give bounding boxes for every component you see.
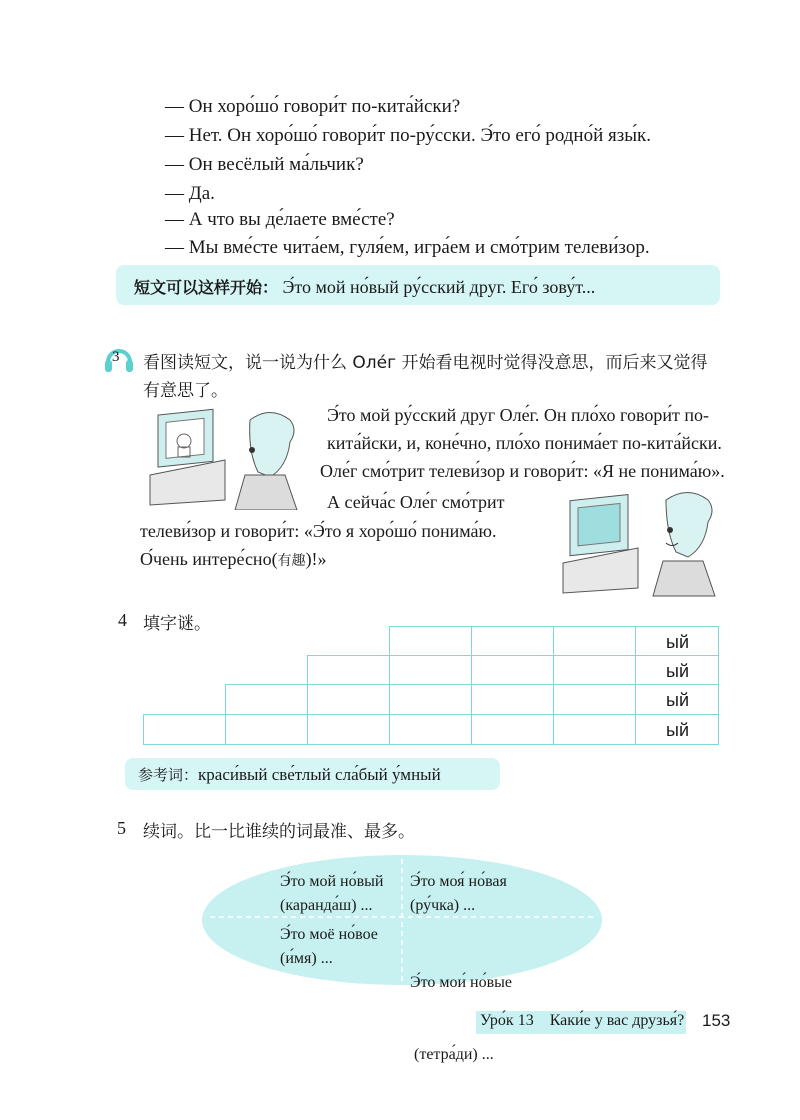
crossword-ending-cell	[635, 714, 719, 745]
story-line-6-start: О́чень интере́сно(	[140, 549, 278, 569]
crossword-ending: ый	[666, 661, 689, 681]
exercise-3-instruction-1: 看图读短文，说一说为什么 Оле́г 开始看电视时觉得没意思，而后来又觉得	[143, 353, 708, 373]
exercise-5-number: 5	[117, 818, 126, 838]
reference-label: 参考词：	[138, 766, 199, 784]
ellipse-cell-4	[410, 923, 512, 1091]
crossword-cell[interactable]	[553, 684, 636, 715]
dialogue-line-6: — Мы вме́сте чита́ем, гуля́ем, игра́ем и смо́трим телеви́зор.	[165, 237, 650, 258]
crossword-cell[interactable]	[471, 626, 554, 656]
ellipse-cell-4-line2: (тетра́ди) ...	[410, 1046, 494, 1063]
exercise-3-instruction-2: 有意思了。	[143, 381, 228, 401]
reference-words-line	[138, 764, 441, 785]
crossword-cell[interactable]	[225, 714, 308, 745]
ellipse-cell-3-line1: Э́то моё но́вое	[280, 926, 378, 943]
crossword-ending-cell	[635, 626, 719, 656]
crossword-cell[interactable]	[225, 684, 308, 715]
ellipse-cell-2-line1: Э́то моя́ но́вая	[410, 873, 507, 890]
page-number: 153	[702, 1011, 731, 1030]
ellipse-cell-1-line2: (каранда́ш) ...	[280, 897, 373, 914]
footer-lesson-title: Уро́к 13 Каки́е у вас друзья́?	[480, 1012, 685, 1029]
story-line-4: А сейча́с Оле́г смо́трит	[327, 492, 505, 512]
story-line-6	[140, 549, 327, 570]
dialogue-line-2: — Нет. Он хоро́шо́ говори́т по-ру́сски. Э́то его́ родно́й язы́к.	[165, 125, 652, 146]
story-line-5: телеви́зор и говори́т: «Э́то я хоро́шо́ понима́ю.	[140, 521, 497, 541]
crossword-cell[interactable]	[471, 655, 554, 685]
dialogue-line-1: — Он хоро́шо́ говори́т по-кита́йски?	[165, 96, 461, 117]
crossword-cell[interactable]	[553, 714, 636, 745]
ellipse-cell-3-line2: (и́мя) ...	[280, 950, 333, 967]
crossword-cell[interactable]	[553, 655, 636, 685]
story-line-2: кита́йски, и, коне́чно, пло́хо понима́ет по-кита́йски.	[327, 433, 722, 453]
hint-text: Э́то мой но́вый ру́сский друг. Его́ зову́т...	[282, 277, 596, 297]
crossword-cell[interactable]	[389, 626, 472, 656]
illustration-tv-happy-boy	[548, 488, 718, 598]
ellipse-cell-1-line1: Э́то мой но́вый	[280, 873, 384, 890]
ellipse-dividers	[202, 855, 602, 985]
illustration-tv-confused-boy	[140, 405, 300, 510]
crossword-cell[interactable]	[389, 714, 472, 745]
ellipse-cell-2-line2: (ру́чка) ...	[410, 897, 476, 914]
exercise-4-instruction: 填字谜。	[143, 614, 211, 634]
crossword-ending: ый	[666, 720, 689, 740]
story-line-1: Э́то мой ру́сский друг Оле́г. Он пло́хо говори́т по-	[327, 405, 709, 425]
dialogue-line-5: — А что вы де́лаете вме́сте?	[165, 209, 395, 230]
story-line-3: Оле́г смо́трит телеви́зор и говори́т: «Я не понима́ю».	[320, 461, 725, 481]
ellipse-cell-3	[280, 923, 378, 971]
crossword-cell[interactable]	[471, 714, 554, 745]
crossword-cell[interactable]	[307, 655, 390, 685]
hint-line	[134, 275, 595, 298]
ellipse-cell-4-line1: Э́то мои́ но́вые	[410, 974, 512, 991]
crossword-cell[interactable]	[553, 626, 636, 656]
ellipse-cell-2	[410, 870, 507, 918]
crossword-cell[interactable]	[307, 684, 390, 715]
dialogue-line-3: — Он весёлый ма́льчик?	[165, 154, 364, 175]
reference-words: краси́вый све́тлый сла́бый у́мный	[198, 765, 441, 784]
hint-label: 短文可以这样开始：	[134, 278, 279, 297]
crossword-cell[interactable]	[471, 684, 554, 715]
exercise-5-instruction: 续词。比一比谁续的词最准、最多。	[143, 822, 415, 842]
crossword-ending: ый	[666, 632, 689, 652]
crossword-ending-cell	[635, 684, 719, 715]
crossword-ending-cell	[635, 655, 719, 685]
ellipse-cell-1	[280, 870, 383, 918]
dialogue-line-4: — Да.	[165, 183, 215, 204]
crossword-cell[interactable]	[143, 714, 226, 745]
story-line-6-chinese: 有趣	[277, 553, 306, 569]
exercise-4-number: 4	[118, 610, 127, 630]
crossword-cell[interactable]	[307, 714, 390, 745]
story-line-6-end: )!»	[305, 549, 327, 569]
crossword-cell[interactable]	[389, 684, 472, 715]
exercise-3-number: 3	[112, 349, 120, 365]
crossword-ending: ый	[666, 690, 689, 710]
crossword-cell[interactable]	[389, 655, 472, 685]
